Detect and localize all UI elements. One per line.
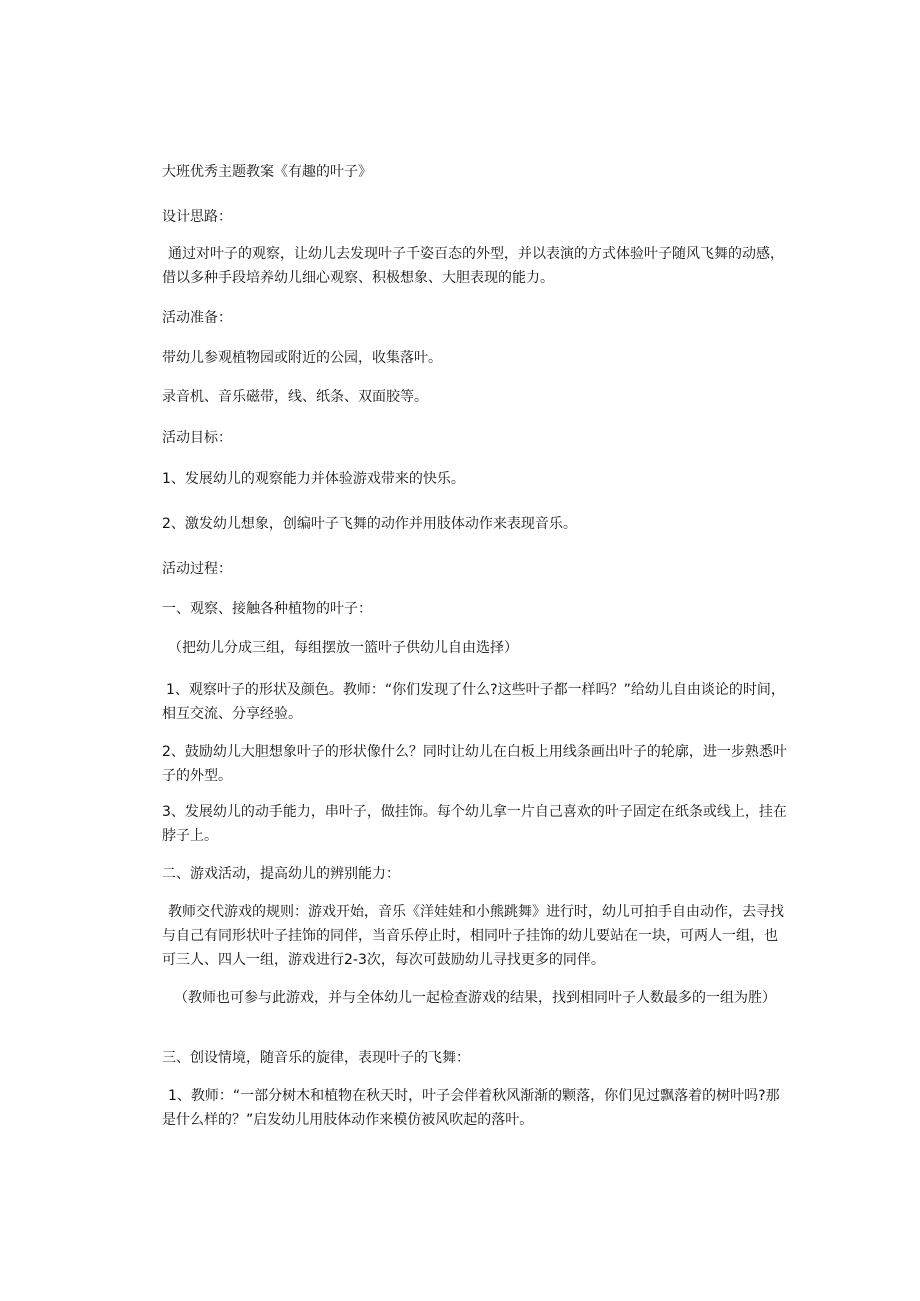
section-3-heading: 三、创设情境，随音乐的旋律，表现叶子的飞舞：: [162, 1050, 470, 1066]
prep-heading: 活动准备：: [162, 310, 232, 326]
design-heading: 设计思路：: [162, 209, 232, 225]
section-1-step-1: 1、观察叶子的形状及颜色。教师：“你们发现了什么?这些叶子都一样吗？”给幼儿自由谈论的时间，相互交流、分享经验。: [162, 682, 785, 722]
section-2-heading: 二、游戏活动，提高幼儿的辨别能力：: [162, 866, 400, 882]
section-1-heading: 一、观察、接触各种植物的叶子：: [162, 601, 372, 617]
section-1-note: （把幼儿分成三组，每组摆放一篮叶子供幼儿自由选择）: [168, 640, 518, 656]
section-3-step-1: 1、教师：“一部分树木和植物在秋天时，叶子会伴着秋风渐渐的颗落，你们见过飘落着的树叶吗?那是什么样的？”启发幼儿用肢体动作来模仿被风吹起的落叶。: [162, 1088, 780, 1128]
design-paragraph: 通过对叶子的观察，让幼儿去发现叶子千姿百态的外型，并以表演的方式体验叶子随风飞舞的动感，借以多种手段培养幼儿细心观察、积极想象、大胆表现的能力。: [162, 246, 784, 286]
section-1-step-2: 2、鼓励幼儿大胆想象叶子的形状像什么？同时让幼儿在白板上用线条画出叶子的轮廓，进一步熟悉叶子的外型。: [162, 744, 787, 784]
document-title: 大班优秀主题教案《有趣的叶子》: [162, 164, 372, 180]
goal-1: 1、发展幼儿的观察能力并体验游戏带来的快乐。: [162, 471, 465, 487]
process-heading: 活动过程：: [162, 561, 232, 577]
section-2-note: （教师也可参与此游戏，并与全体幼儿一起检查游戏的结果，找到相同叶子人数最多的一组为胜）: [174, 990, 776, 1006]
section-2-paragraph: 教师交代游戏的规则：游戏开始，音乐《洋娃娃和小熊跳舞》进行时，幼儿可拍手自由动作，去寻找与自己有同形状叶子挂饰的同伴，当音乐停止时，相同叶子挂饰的幼儿要站在一块，可两人一组，也可三人、四人一组，游戏进行2-3次，每次可鼓励幼儿寻找更多的同伴。: [162, 904, 784, 968]
goals-heading: 活动目标：: [162, 430, 232, 446]
section-1-step-3: 3、发展幼儿的动手能力，串叶子，做挂饰。每个幼儿拿一片自己喜欢的叶子固定在纸条或线上，挂在脖子上。: [162, 804, 787, 844]
goal-2: 2、激发幼儿想象，创编叶子飞舞的动作并用肢体动作来表现音乐。: [162, 516, 577, 532]
prep-item-1: 带幼儿参观植物园或附近的公园，收集落叶。: [162, 350, 442, 366]
prep-item-2: 录音机、音乐磁带，线、纸条、双面胶等。: [162, 389, 428, 405]
